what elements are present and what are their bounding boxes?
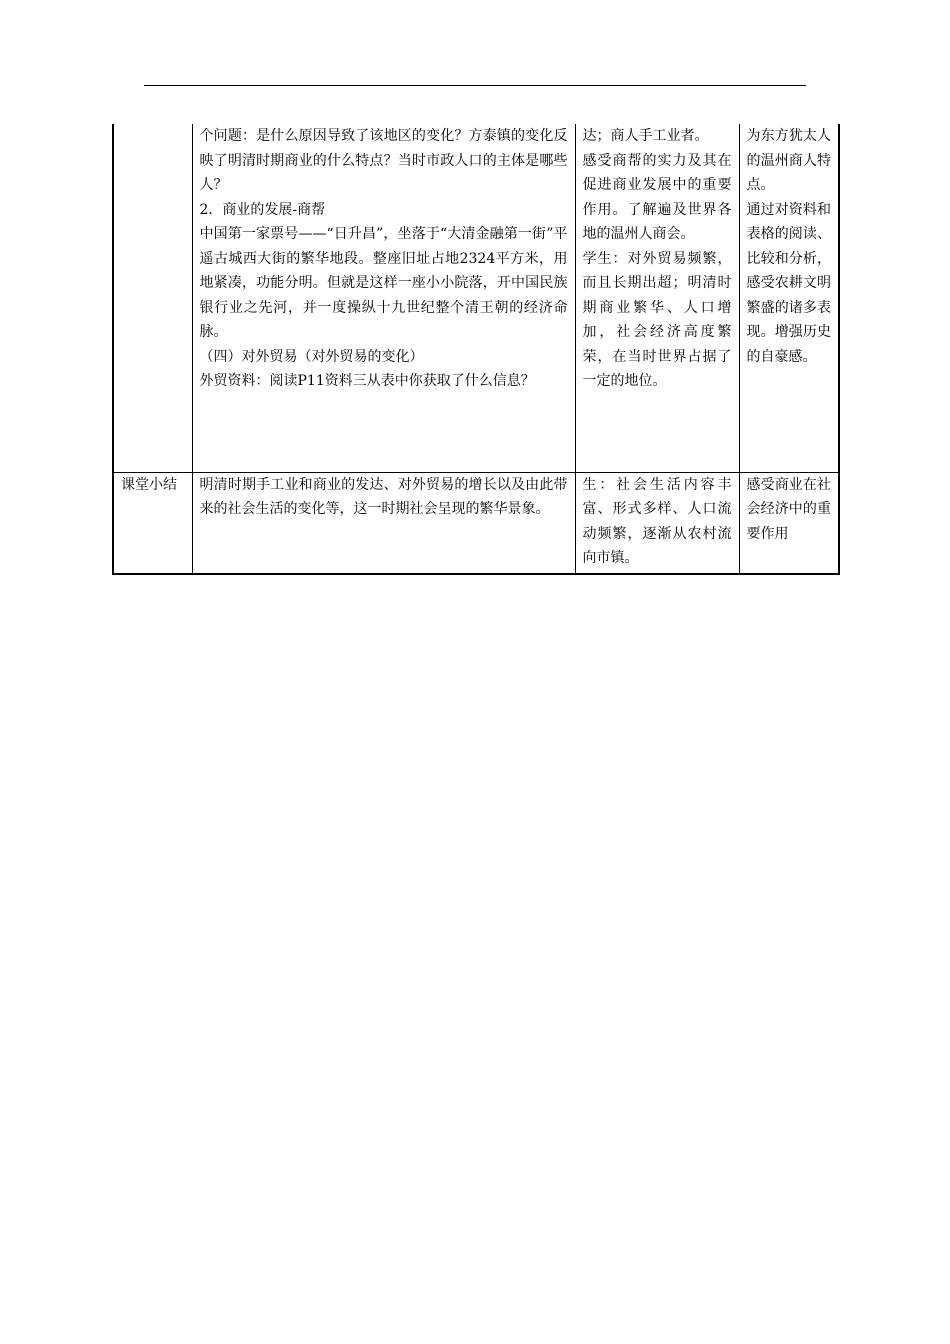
content-paragraph: 个问题：是什么原因导致了该地区的变化？方泰镇的变化反映了明清时期商业的什么特点？当时市政人口的主体是哪些人？ xyxy=(199,128,568,193)
design-intent-cell xyxy=(739,124,839,472)
content-paragraph: 中国第一家票号——“日升昌”，坐落于“大清金融第一街”平遥古城西大街的繁华地段。整座旧址占地2324平方米，用地紧凑，功能分明。但就是这样一座小小院落，开中国民族银行业之先河，并一度操纵十九世纪整个清王朝的经济命脉。 xyxy=(199,226,568,340)
row-label-cell xyxy=(113,124,192,472)
table-row-continued xyxy=(113,124,839,472)
header-rule xyxy=(144,85,806,86)
row-label-cell xyxy=(113,472,192,574)
content-paragraph: 外贸资料：阅读P11资料三从表中你获取了什么信息？ xyxy=(199,373,535,389)
design-intent-cell xyxy=(739,472,839,574)
summary-goal: 感受商业在社会经济中的重要作用 xyxy=(746,476,831,542)
content-cell xyxy=(192,472,575,574)
student-activity-cell xyxy=(575,472,739,574)
table-row-summary xyxy=(113,472,839,574)
content-cell xyxy=(192,124,575,472)
row-label: 课堂小结 xyxy=(121,476,177,493)
content-paragraph: 2．商业的发展-商帮 xyxy=(199,201,326,218)
student-paragraph: 达；商人手工业者。 xyxy=(582,128,709,144)
content-paragraph: （四）对外贸易（对外贸易的变化） xyxy=(199,348,424,365)
summary-content: 明清时期手工业和商业的发达、对外贸易的增长以及由此带来的社会生活的变化等，这一时期社会呈现的繁华景象。 xyxy=(199,476,568,517)
lesson-plan-table xyxy=(112,124,840,575)
student-paragraph: 感受商帮的实力及其在促进商业发展中的重要作用。了解遍及世界各地的温州人商会。 xyxy=(582,152,732,242)
student-paragraph: 学生：对外贸易频繁，而且长期出超；明清时期商业繁华、人口增加，社会经济高度繁荣，在当时世界占据了一定的地位。 xyxy=(582,250,732,389)
goal-paragraph: 为东方犹太人的温州商人特点。 xyxy=(746,128,831,193)
goal-paragraph: 通过对资料和表格的阅读、比较和分析，感受农耕文明繁盛的诸多表现。增强历史的自豪感。 xyxy=(746,201,831,365)
student-activity-cell xyxy=(575,124,739,472)
summary-student: 生：社会生活内容丰富、形式多样、人口流动频繁，逐渐从农村流向市镇。 xyxy=(582,476,732,566)
